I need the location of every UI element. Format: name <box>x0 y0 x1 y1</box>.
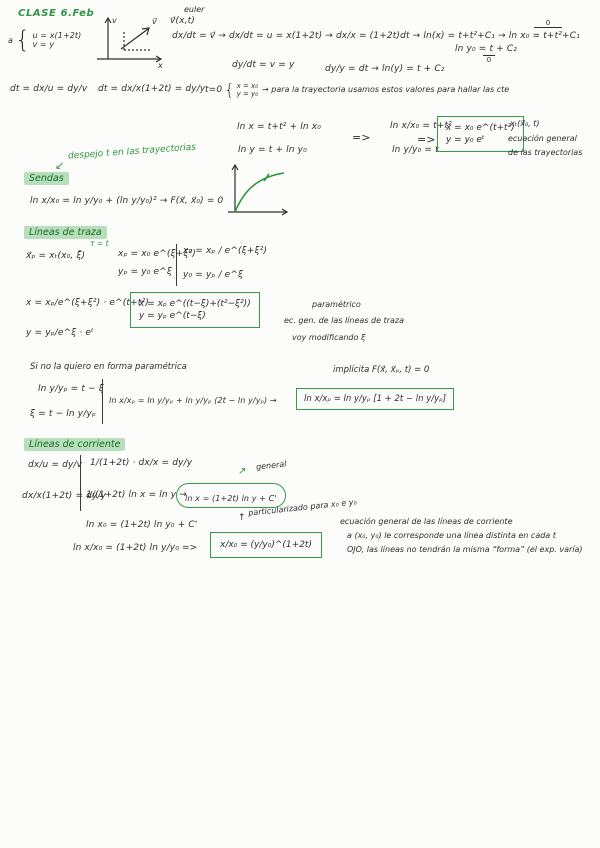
traza-implicit-eq: ln x/xₚ = ln y/yₚ [1 + 2t − ln y/yₚ] <box>304 394 447 404</box>
despejo-annotation: despejo t en las trayectorias <box>67 142 197 162</box>
traza-xi-eq: ξ = t − ln y/yₚ <box>30 409 96 419</box>
corriente-header: Líneas de corriente <box>24 438 125 451</box>
axis-label-v: v <box>112 16 117 25</box>
traza-expand-eq: ln x/xₚ = ln y/yₚ + ln y/yₚ (2t − ln y/yₚ) → <box>109 396 277 405</box>
traza-def-eq: x⃗ₚ = xₜ(x₀, ξ̄) <box>26 251 86 261</box>
corriente-general-eq: ln x = (1+2t) ln y + C' <box>185 494 277 503</box>
trajectory-y-eq: y = y₀ eᵗ <box>446 135 485 145</box>
traza-x0-eq: x₀ = xₚ / e^(ξ+ξ²) <box>183 246 268 256</box>
traza-divider-1 <box>176 244 177 286</box>
system-label: a <box>8 35 14 45</box>
trajectory-x-eq: x = x₀ e^(t+t²) <box>446 123 515 133</box>
traza-divider-2 <box>102 379 103 424</box>
lnyy0-eq: ln y/y₀ = t <box>392 145 439 155</box>
dt-eq-1: dt = dx/u = dy/v <box>10 84 88 94</box>
corriente-general-oval <box>176 483 286 508</box>
traza-result-box-2 <box>296 388 454 410</box>
sendas-header: Sendas <box>24 172 69 185</box>
traza-result-x: x = xₚ e^((t−ξ)+(t²−ξ²)) <box>139 299 251 309</box>
margin-note-3: OJO, las líneas no tendrán la misma “forma” (el exp. varía) <box>347 545 583 554</box>
traza-xp-eq: xₚ = x₀ e^(ξ+ξ²) <box>118 249 196 259</box>
corriente-result-eq: x/x₀ = (y/y₀)^(1+2t) <box>220 540 312 550</box>
trajectory-caption-3: de las trayectorias <box>508 148 583 157</box>
trajectory-main-eq: dx/dt = v⃗ → dx/dt = u = x(1+2t) → dx/x = (1+2t)dt → ln(x) = t+t²+C₁ → ln x₀ = t+t²+C₁ <box>172 31 580 41</box>
general-arrow: ↗ <box>238 466 247 477</box>
trajectory-caption-1: xₜ(x⃗₀, t) <box>510 119 540 128</box>
zero-annotation-y: 0 <box>483 55 495 64</box>
corriente-divider <box>80 455 81 511</box>
margin-note-2: a (x₀, y₀) le corresponde una línea distinta en cada t <box>347 531 556 540</box>
traza-yp-eq: yₚ = y₀ e^ξ <box>118 267 172 277</box>
general-label: general <box>255 459 287 472</box>
corriente-eq-a2: dx/x(1+2t) = dy/y <box>22 491 107 501</box>
corriente-eq-c: ln x₀ = (1+2t) ln y₀ + C' <box>86 520 198 530</box>
vector-label: v⃗ <box>152 17 157 26</box>
implies-arrow-1: => <box>352 131 371 144</box>
velocity-sketch <box>92 12 170 68</box>
traza-result-box <box>130 292 260 328</box>
page-title: CLASE 6.Feb <box>18 8 95 19</box>
system-eq-u: u = x(1+2t) <box>32 31 82 40</box>
velocity-system <box>8 26 81 54</box>
corriente-eq-b2: 1/(1+2t) ln x = ln y → <box>86 490 187 500</box>
zero-annotation-x: 0 <box>534 19 562 28</box>
initial-condition-block <box>205 80 509 99</box>
dt-eq-2: dt = dx/x(1+2t) = dy/y <box>98 84 206 94</box>
traza-y0-eq: y₀ = yₚ / e^ξ <box>183 270 244 280</box>
system-brace: { <box>15 26 31 54</box>
traza-header: Líneas de traza <box>24 226 107 239</box>
traza-lnyyp-eq: ln y/yₚ = t − ξ <box>38 384 104 394</box>
senda-sketch <box>224 160 292 218</box>
initial-condition-y: y = y₀ <box>236 89 259 98</box>
corriente-result-box <box>210 532 322 558</box>
implies-arrow-2: => <box>417 133 436 146</box>
corriente-eq-d: ln x/x₀ = (1+2t) ln y/y₀ => <box>73 543 198 553</box>
lnxx0-eq: ln x/x₀ = t+t² <box>390 121 452 131</box>
axis-label-x: x <box>158 61 163 68</box>
traza-note-ecgen: ec. gen. de las líneas de traza <box>284 316 404 325</box>
particular-arrow: ↑ <box>238 513 246 523</box>
lny0-eq: ln y₀ = t + C₂ <box>455 44 518 54</box>
tau-note: τ = t <box>90 239 109 248</box>
corriente-eq-b1: 1/(1+2t) · dx/x = dy/y <box>90 458 193 468</box>
euler-label: euler <box>184 5 205 14</box>
initial-condition-note: → para la trayectoria usamos estos valores para hallar las cte <box>262 85 510 94</box>
dydt-eq: dy/dt = v = y <box>232 60 295 70</box>
implicit-note: implícita F(x⃗, x⃗ₚ, t) = 0 <box>333 365 430 375</box>
initial-condition-label: t=0 <box>205 84 223 95</box>
margin-note-1: ecuación general de las líneas de corriente <box>340 517 513 526</box>
system-eq-v: v = y <box>32 40 55 49</box>
sendas-eq: ln x/x₀ = ln y/y₀ + (ln y/y₀)² → F(x⃗, x⃗₀) = 0 <box>30 196 224 206</box>
no-param-line: Si no la quiero en forma paramétrica <box>30 362 187 372</box>
traza-note-modificando: voy modificando ξ <box>292 333 366 342</box>
trajectory-caption-2: ecuación general <box>508 134 577 143</box>
lnx-eq: ln x = t+t² + ln x₀ <box>237 122 321 132</box>
corriente-eq-a1: dx/u = dy/v <box>28 460 83 470</box>
dyy-eq: dy/y = dt → ln(y) = t + C₂ <box>325 64 445 74</box>
despejo-arrow: ↙ <box>55 159 65 172</box>
traza-y-sub-eq: y = yₚ/e^ξ · eᵗ <box>26 328 94 338</box>
particular-label: particularizado para x₀ e y₀ <box>247 497 358 518</box>
initial-condition-x: x = x₀ <box>236 81 259 90</box>
traza-result-y: y = yₚ e^(t−ξ) <box>139 311 206 321</box>
lny-eq: ln y = t + ln y₀ <box>238 145 307 155</box>
velocity-field-eq: v⃗(x,t) <box>170 16 195 26</box>
traza-x-sub-eq: x = xₚ/e^(ξ+ξ²) · e^(t+t²) <box>26 298 149 308</box>
initial-condition-brace: { <box>224 80 235 99</box>
traza-note-parametrico: paramétrico <box>312 300 361 309</box>
